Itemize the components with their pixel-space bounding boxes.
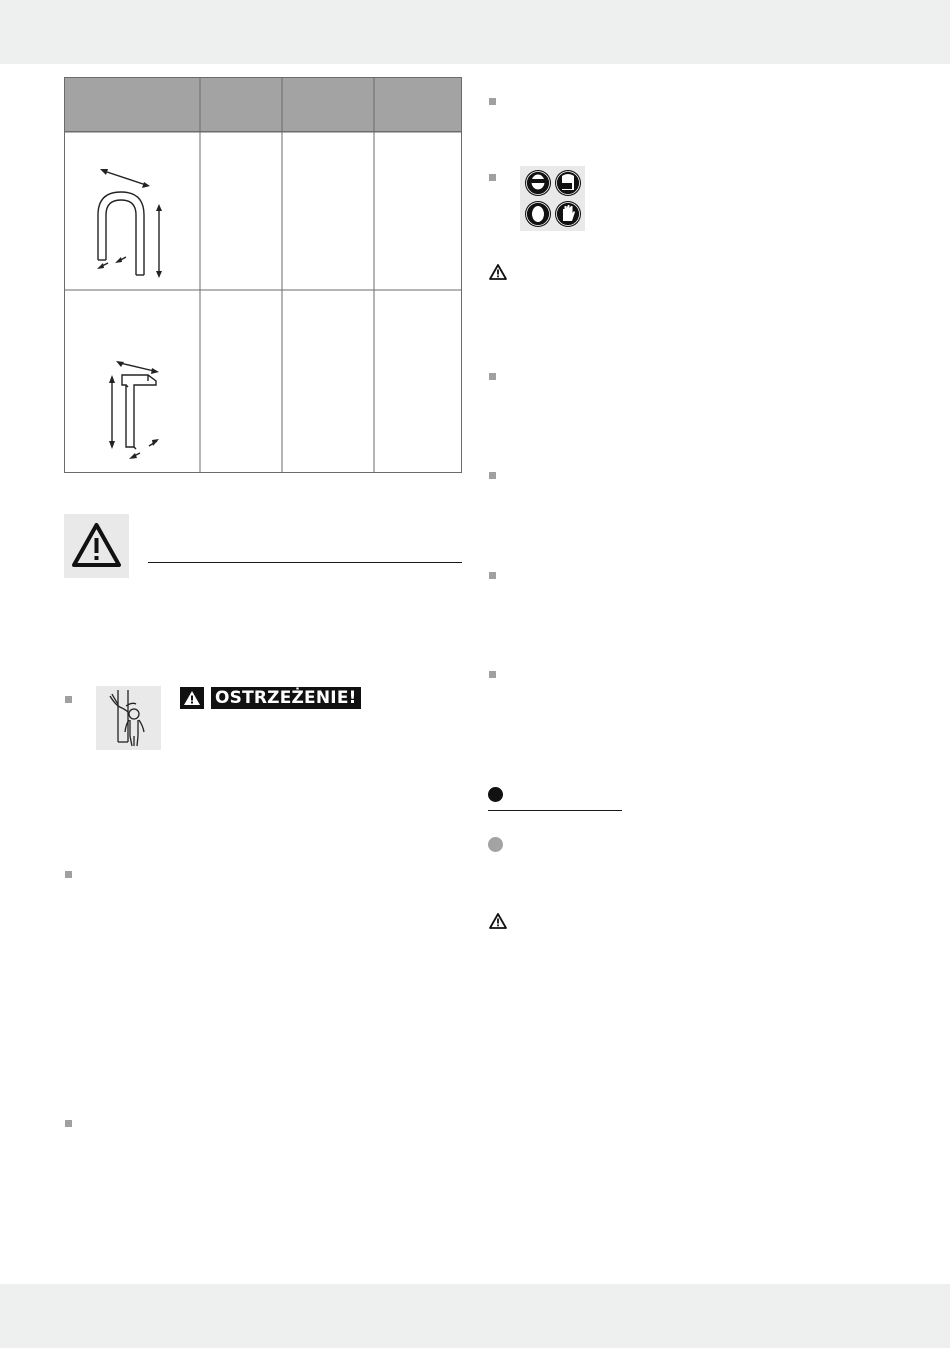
footer-band [0,1284,950,1348]
warning-triangle-icon [488,263,508,285]
ear-protection-icon [525,201,551,227]
warning-triangle-icon [488,912,508,934]
black-circle-marker [488,787,503,802]
list-bullet [489,98,496,105]
ppe-icons [520,166,585,231]
list-bullet [489,472,496,479]
eye-protection-icon [525,170,551,196]
u-staple-diagram [98,171,159,275]
warning-triangle-icon [64,514,129,578]
list-bullet [65,696,72,703]
warning-label [180,687,361,709]
list-bullet [65,871,72,878]
section-rule [488,810,622,811]
dust-mask-icon [555,170,581,196]
warning-triangle-icon [180,687,204,709]
table-header-row [65,78,462,132]
warning-label-text: OSTRZEŻENIE! [211,687,361,709]
list-bullet [489,174,496,181]
list-bullet [489,373,496,380]
keep-away-from-children-icon [96,686,161,750]
list-bullet [489,671,496,678]
fastener-spec-table [64,77,462,473]
list-bullet [65,1120,72,1127]
section-rule [148,562,462,563]
header-band [0,0,950,64]
t-nail-diagram [112,363,157,457]
list-bullet [489,572,496,579]
gloves-icon [555,201,581,227]
grey-circle-marker [488,837,503,852]
